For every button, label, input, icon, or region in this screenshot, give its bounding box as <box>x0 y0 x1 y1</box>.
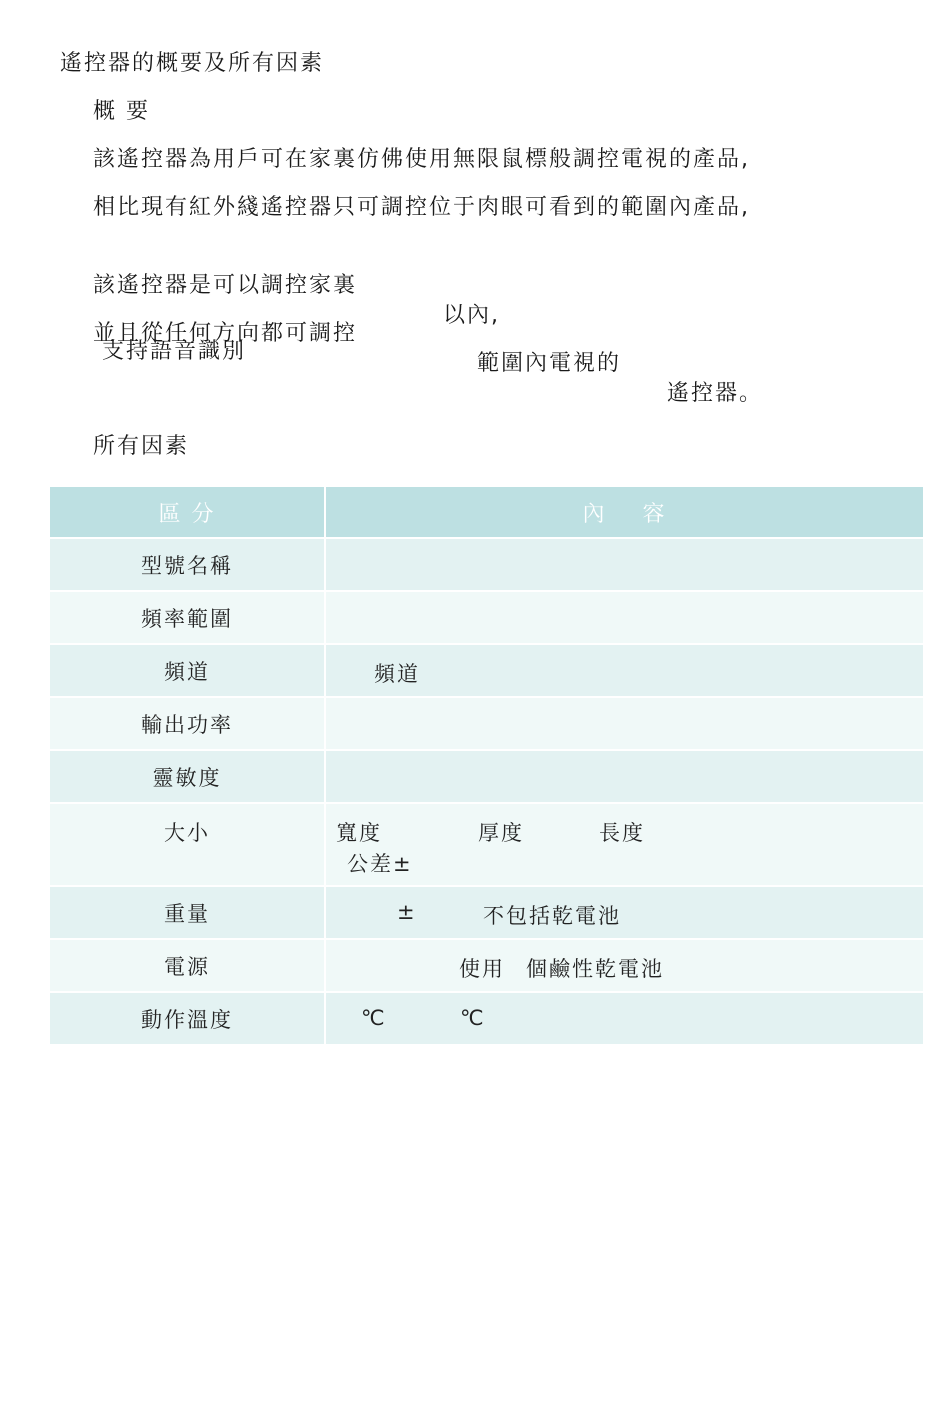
size-thickness: 厚度 <box>478 821 524 845</box>
overview-line-5: 支持語音識別 <box>102 339 247 364</box>
header-category: 區 分 <box>49 486 325 538</box>
row-content <box>325 697 924 750</box>
row-content <box>325 886 924 939</box>
row-label: 動作溫度 <box>49 992 325 1045</box>
row-label: 型號名稱 <box>49 538 325 591</box>
row-label: 頻率範圍 <box>49 591 325 644</box>
row-content <box>325 939 924 992</box>
overview-line-3 <box>93 241 893 328</box>
table-row <box>49 644 924 697</box>
table-row <box>49 803 924 886</box>
spec-table <box>48 485 925 1046</box>
row-content <box>325 644 924 697</box>
row-content <box>325 538 924 591</box>
size-length: 長度 <box>599 821 645 845</box>
temp-max-unit: ℃ <box>460 1006 486 1030</box>
table-row <box>49 992 924 1045</box>
weight-plusminus: ± <box>397 900 417 924</box>
row-label: 頻道 <box>49 644 325 697</box>
row-content <box>325 750 924 803</box>
row-content <box>325 992 924 1045</box>
temp-min-unit: ℃ <box>361 1006 387 1030</box>
overview-line-1: 該遙控器為用戶可在家裏仿佛使用無限鼠標般調控電視的產品, <box>93 147 750 172</box>
channel-text: 頻道 <box>374 662 420 686</box>
table-row <box>49 939 924 992</box>
factors-heading: 所有因素 <box>93 434 190 459</box>
document-title: 遙控器的概要及所有因素 <box>60 51 325 76</box>
table-row <box>49 591 924 644</box>
header-content: 內 容 <box>325 486 924 538</box>
overview-line-4-part-3: 遙控器。 <box>667 381 764 406</box>
size-tolerance: 公差± <box>347 852 413 876</box>
power-battery: 個鹼性乾電池 <box>526 957 664 981</box>
weight-note: 不包括乾電池 <box>483 904 621 928</box>
row-label: 重量 <box>49 886 325 939</box>
row-label: 大小 <box>49 803 325 886</box>
table-row <box>49 886 924 939</box>
row-label: 電源 <box>49 939 325 992</box>
table-header-row <box>49 486 924 538</box>
row-content <box>325 591 924 644</box>
overview-line-3-part-1: 該遙控器是可以調控家裏 <box>93 273 358 298</box>
overview-heading: 概 要 <box>93 99 150 124</box>
overview-line-2: 相比現有紅外綫遙控器只可調控位于肉眼可看到的範圍內產品, <box>93 195 750 220</box>
overview-line-4-part-2: 範圍內電視的 <box>477 351 622 376</box>
overview-line-4-part-1: 並且從任何方向都可調控 <box>93 321 358 346</box>
table-row <box>49 538 924 591</box>
row-content <box>325 803 924 886</box>
table-row <box>49 750 924 803</box>
size-width: 寬度 <box>336 821 382 845</box>
row-label: 靈敏度 <box>49 750 325 803</box>
overview-line-3-part-2: 以內, <box>443 303 500 328</box>
power-use: 使用 <box>459 957 505 981</box>
table-row <box>49 697 924 750</box>
row-label: 輸出功率 <box>49 697 325 750</box>
